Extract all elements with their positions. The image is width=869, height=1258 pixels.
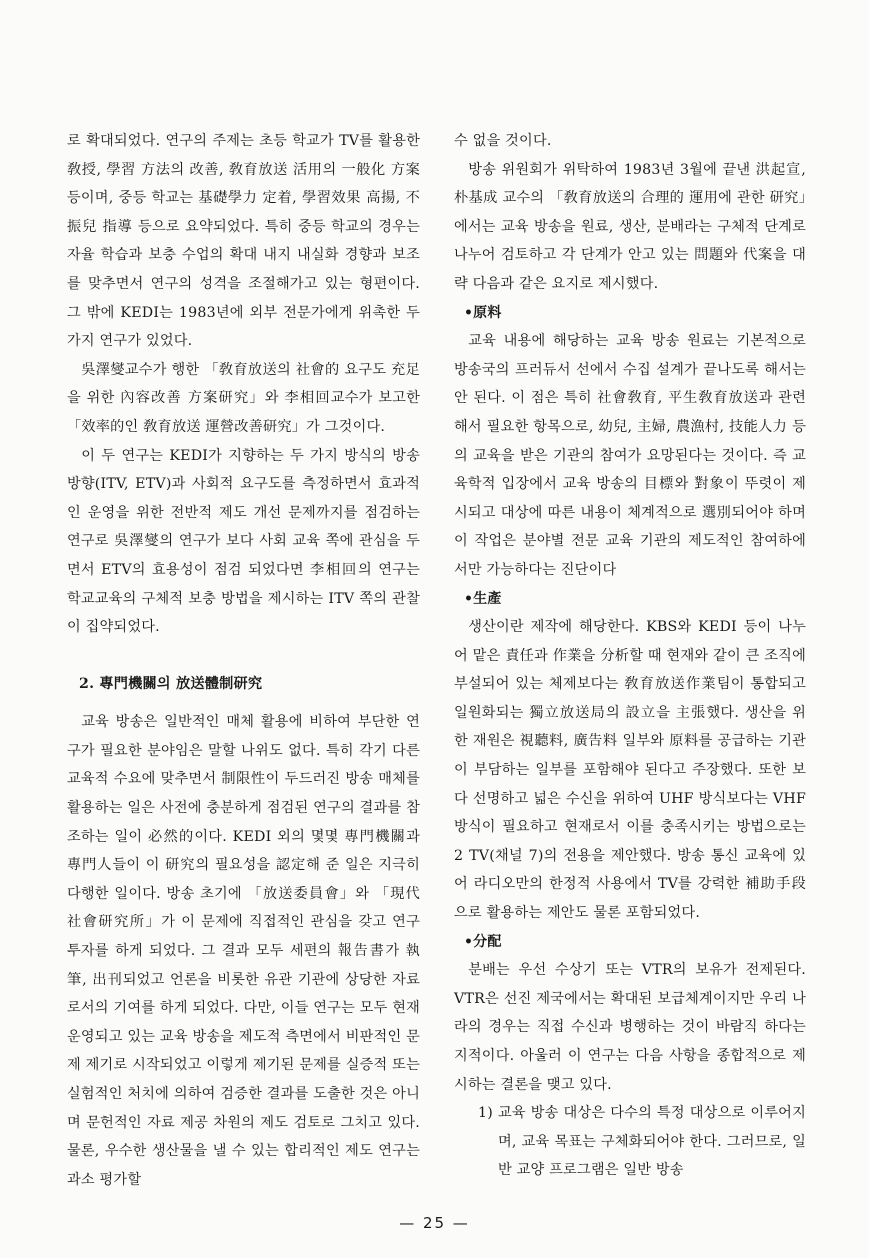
paragraph: 교육 내용에 해당하는 교육 방송 원료는 기본적으로 방송국의 프러듀서 선에서 수집 설계가 끝나도록 해서는 안 된다. 이 점은 특히 社會敎育, 平生敎育放送과 관련해서 필요한 항목으로, 幼兒, 主婦, 農漁村, 技能人力 등의 교육을 받은 기관의 참여가 요망된다는 것이다. 즉 교육학적 입장에서 교육 방송의 目標와 對象이 뚜렷이 제시되고 대상에 따른 내용이 체계적으로 選別되어야 하며 이 작업은 분야별 전문 교육 기관의 제도적인 참여하에서만 가능하다는 진단이다 — [454, 333, 806, 578]
paragraph: 로 확대되었다. 연구의 주제는 초등 학교가 TV를 활용한 敎授, 學習 方法의 改善, 敎育放送 活用의 一般化 方案 등이며, 중등 학교는 基礎學力 定着, 學習效果 高揚, 不振兒 指導 등으로 요약되었다. 특히 중등 학교의 경우는 자율 학습과 보충 수업의 확대 내지 내실화 경향과 보조를 맞추면서 연구의 성격을 조절해가고 있는 형편이다. 그 밖에 KEDI는 1983년에 외부 전문가에게 위촉한 두 가지 연구가 있었다. — [67, 133, 420, 350]
section-heading: 2. 專門機關의 放送體制研究 — [79, 675, 263, 692]
paragraph: 이 두 연구는 KEDI가 지향하는 두 가지 방식의 방송 방향(ITV, ETV)과 사회적 요구도를 측정하면서 효과적인 운영을 위한 전반적 제도 개선 문제까지를 점검하는 연구로 吳澤燮의 연구가 보다 사회 교육 쪽에 관심을 두면서 ETV의 효용성이 점검 되었다면 李相回의 연구는 학교교육의 구체적 보충 방법을 제시하는 ITV 쪽의 관찰이 집약되었다. — [67, 447, 420, 636]
paragraph: 분배는 우선 수상기 또는 VTR의 보유가 전제된다. VTR은 선진 제국에서는 확대된 보급체계이지만 우리 나라의 경우는 직접 수신과 병행하는 것이 바람직 하다는 지적이다. 아울러 이 연구는 다음 사항을 종합적으로 제시하는 결론을 맺고 있다. — [454, 962, 806, 1093]
page-number: — 25 — — [399, 1214, 470, 1232]
paragraph: 교육 방송은 일반적인 매체 활용에 비하여 부단한 연구가 필요한 분야임은 말할 나위도 없다. 특히 각기 다른 교육적 수요에 맞추면서 制限性이 두드러진 방송 매체를 활용하는 일은 사전에 충분하게 점검된 연구의 결과를 참조하는 일이 必然的이다. KEDI 외의 몇몇 專門機關과 專門人들이 이 研究의 필요성을 認定해 준 일은 지극히 다행한 일이다. 방송 초기에 「放送委員會」와 「現代社會研究所」가 이 문제에 직접적인 관심을 갖고 연구 투자를 하게 되었다. 그 결과 모두 세편의 報告書가 執筆, 出刊되었고 언론을 비롯한 유관 기관에 상당한 자료로서의 기여를 하게 되었다. 다만, 이들 연구는 모두 현재 운영되고 있는 교육 방송을 제도적 측면에서 비판적인 문제 제기로 시작되었고 이렇게 제기된 문제를 실증적 또는 실험적인 처치에 의하여 검증한 결과를 도출한 것은 아니며 문헌적인 자료 제공 차원의 제도 검토로 그치고 있다. 물론, 우수한 생산물을 낼 수 있는 합리적인 제도 연구는 과소 평가할 — [67, 714, 421, 1188]
paragraph: 생산이란 제작에 해당한다. KBS와 KEDI 등이 나누어 맡은 責任과 作業을 分析할 때 현재와 같이 큰 조직에 부설되어 있는 체제보다는 敎育放送作業팀이 통합되고 일원화되는 獨立放送局의 設立을 主張했다. 생산을 위한 재원은 視聽料, 廣告料 일부와 原料를 공급하는 기관이 부담하는 일부를 포함해야 된다고 주장했다. 또한 보다 선명하고 넓은 수신을 위하여 UHF 방식보다는 VHF 방식이 필요하고 현재로서 이를 충족시키는 방법으로는 2 TV(채널 7)의 전용을 제안했다. 방송 통신 교육에 있어 라디오만의 한정적 사용에서 TV를 강력한 補助手段으로 활용하는 제안도 물론 포함되었다. — [454, 619, 806, 922]
subheading-raw-material: •原料 — [464, 304, 502, 321]
paragraph: 吳澤燮교수가 행한 「敎育放送의 社會的 요구도 充足을 위한 內容改善 方案研究」와 李相回교수가 보고한 「效率的인 敎育放送 運營改善研究」가 그것이다. — [67, 361, 420, 435]
conclusion-list — [454, 1099, 806, 1185]
paragraph: 수 없을 것이다. — [454, 133, 552, 149]
subheading-distribution: •分配 — [464, 933, 502, 950]
list-item: 1) 교육 방송 대상은 다수의 특정 대상으로 이루어지며, 교육 목표는 구체화되어야 한다. 그러므로, 일반 교양 프로그램은 일반 방송 — [478, 1105, 806, 1179]
right-column — [454, 127, 806, 1185]
paragraph: 방송 위원회가 위탁하여 1983년 3월에 끝낸 洪起宣, 朴基成 교수의 「敎育放送의 合理的 運用에 관한 研究」에서는 교육 방송을 원료, 생산, 분배라는 구체적 단계로 나누어 검토하고 각 단계가 안고 있는 問題와 代案을 대략 다음과 같은 요지로 제시했다. — [454, 161, 806, 292]
left-column — [67, 127, 420, 1194]
subheading-production: •生產 — [464, 590, 502, 607]
